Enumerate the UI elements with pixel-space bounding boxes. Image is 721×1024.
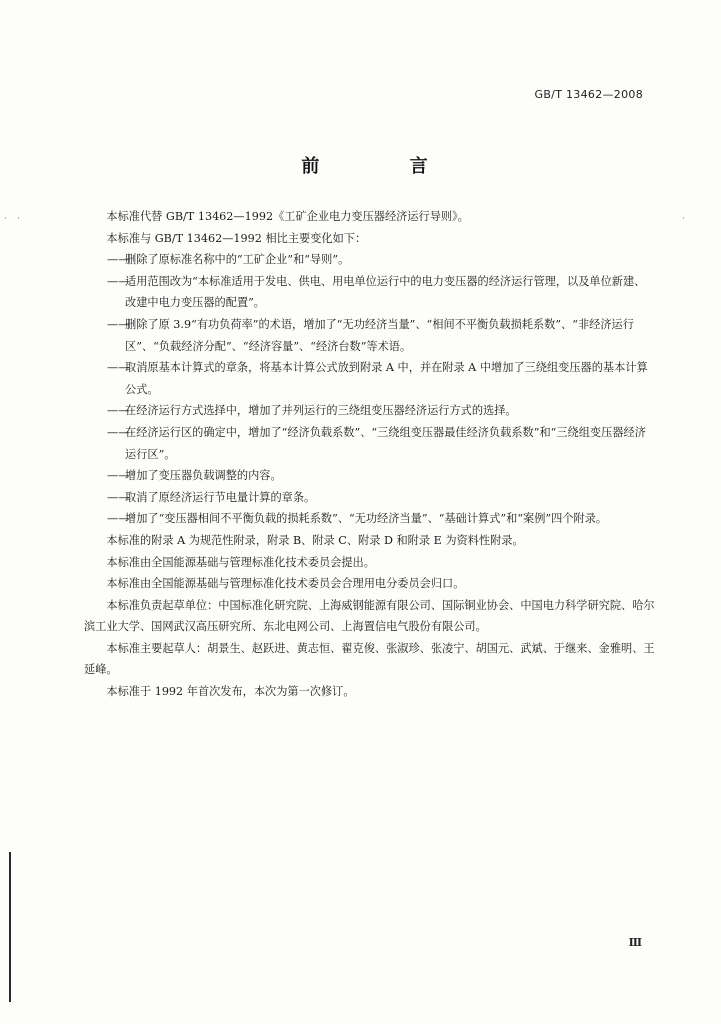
publication-history: 本标准于 1992 年首次发布，本次为第一次修订。 bbox=[106, 685, 355, 699]
standard-number: GB/T 13462—2008 bbox=[534, 88, 643, 101]
paragraph: 本标准与 GB/T 13462—1992 相比主要变化如下： bbox=[106, 231, 367, 245]
drafting-units: 本标准负责起草单位：中国标准化研究院、上海威钢能源有限公司、国际铜业协会、中国电力科学研究院、哈尔滨工业大学、国网武汉高压研究所、东北电网公司、上海置信电气股份有限公司。 bbox=[84, 598, 655, 634]
change-item: ——增加了变压器负载调整的内容。 bbox=[107, 469, 282, 483]
change-item: ——取消了原经济运行节电量计算的章条。 bbox=[107, 490, 316, 504]
paragraph: 本标准的附录 A 为规范性附录，附录 B、附录 C、附录 D 和附录 E 为资料性附录。 bbox=[106, 533, 524, 547]
paragraph: 本标准由全国能源基础与管理标准化技术委员会合理用电分委员会归口。 bbox=[106, 577, 465, 591]
drafters: 本标准主要起草人：胡景生、赵跃进、黄志恒、翟克俊、张淑珍、张凌宁、胡国元、武斌、于继来、金雅明、王延峰。 bbox=[84, 641, 655, 677]
change-item: ——增加了“变压器相间不平衡负载的损耗系数”、“无功经济当量”、“基础计算式”和“案例”四个附录。 bbox=[107, 512, 608, 526]
foreword-body bbox=[84, 206, 656, 703]
change-item: ——取消原基本计算式的章条，将基本计算公式放到附录 A 中，并在附录 A 中增加了三绕组变压器的基本计算公式。 bbox=[107, 361, 648, 396]
change-item: ——删除了原标准名称中的“工矿企业”和“导则”。 bbox=[107, 253, 350, 267]
scan-edge-line bbox=[9, 852, 11, 1002]
change-item: ——适用范围改为“本标准适用于发电、供电、用电单位运行中的电力变压器的经济运行管理，以及单位新建、改建中电力变压器的配置”。 bbox=[107, 274, 646, 310]
paragraph: 本标准由全国能源基础与管理标准化技术委员会提出。 bbox=[106, 555, 375, 569]
page-number: Ⅲ bbox=[628, 936, 642, 949]
scan-noise-left: · · bbox=[4, 214, 24, 223]
change-item: ——在经济运行区的确定中，增加了“经济负载系数”、“三绕组变压器最佳经济负载系数”和“三绕组变压器经济运行区”。 bbox=[107, 425, 646, 461]
page-title: 前 言 bbox=[301, 156, 470, 177]
change-item: ——删除了原 3.9“有功负荷率”的术语，增加了“无功经济当量”、“相间不平衡负载损耗系数”、“非经济运行区”、“负载经济分配”、“经济容量”、“经济台数”等术语。 bbox=[107, 317, 634, 353]
paragraph: 本标准代替 GB/T 13462—1992《工矿企业电力变压器经济运行导则》。 bbox=[106, 210, 469, 223]
change-item: ——在经济运行方式选择中，增加了并列运行的三绕组变压器经济运行方式的选择。 bbox=[107, 404, 517, 418]
scan-noise-right: · bbox=[682, 214, 685, 223]
